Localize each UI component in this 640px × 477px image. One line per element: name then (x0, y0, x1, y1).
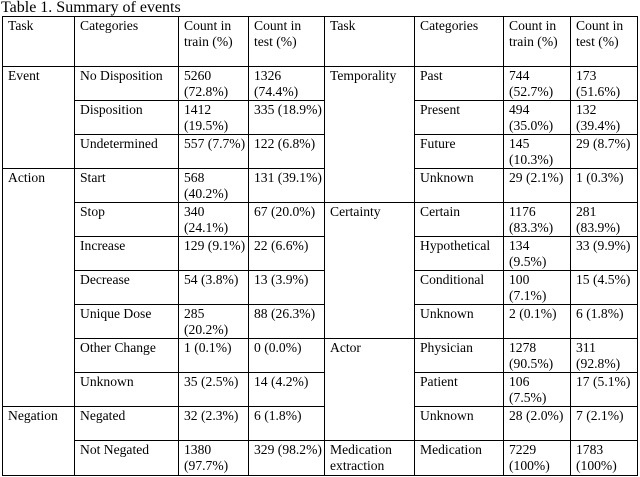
right-test-cell: 173 (51.6%) (571, 67, 638, 101)
right-category-cell: Unknown (415, 169, 504, 203)
right-test-cell: 15 (4.5%) (571, 271, 638, 305)
right-test-cell: 1 (0.3%) (571, 169, 638, 203)
right-category-cell: Patient (415, 373, 504, 407)
left-train-cell: 557 (7.7%) (179, 135, 249, 169)
header-train-left: Count in train (%) (179, 17, 249, 67)
left-task-cell: Action (3, 169, 75, 407)
left-test-cell: 335 (18.9%) (249, 101, 325, 135)
left-train-cell: 1380 (97.7%) (179, 441, 249, 476)
left-category-cell: Not Negated (75, 441, 179, 476)
left-category-cell: Unknown (75, 373, 179, 407)
right-test-cell: 29 (8.7%) (571, 135, 638, 169)
table-row (3, 339, 638, 373)
left-test-cell: 122 (6.8%) (249, 135, 325, 169)
right-task-cell: Certainty (325, 203, 415, 339)
right-train-cell: 100 (7.1%) (504, 271, 571, 305)
left-test-cell: 0 (0.0%) (249, 339, 325, 373)
left-category-cell: Unique Dose (75, 305, 179, 339)
left-test-cell: 67 (20.0%) (249, 203, 325, 237)
left-train-cell: 285 (20.2%) (179, 305, 249, 339)
header-test-right: Count in test (%) (571, 17, 638, 67)
left-category-cell: Disposition (75, 101, 179, 135)
header-categories-left: Categories (75, 17, 179, 67)
header-test-left: Count in test (%) (249, 17, 325, 67)
header-task-right: Task (325, 17, 415, 67)
left-train-cell: 32 (2.3%) (179, 407, 249, 441)
right-train-cell: 145 (10.3%) (504, 135, 571, 169)
right-train-cell: 106 (7.5%) (504, 373, 571, 407)
table-row (3, 67, 638, 101)
left-category-cell: Decrease (75, 271, 179, 305)
left-category-cell: No Disposition (75, 67, 179, 101)
left-train-cell: 129 (9.1%) (179, 237, 249, 271)
left-test-cell: 6 (1.8%) (249, 407, 325, 441)
left-test-cell: 22 (6.6%) (249, 237, 325, 271)
right-category-cell: Certain (415, 203, 504, 237)
header-task-left: Task (3, 17, 75, 67)
left-category-cell: Start (75, 169, 179, 203)
right-test-cell: 1783 (100%) (571, 441, 638, 476)
right-test-cell: 7 (2.1%) (571, 407, 638, 441)
right-category-cell: Unknown (415, 305, 504, 339)
right-category-cell: Hypothetical (415, 237, 504, 271)
left-train-cell: 5260 (72.8%) (179, 67, 249, 101)
left-test-cell: 14 (4.2%) (249, 373, 325, 407)
right-train-cell: 494 (35.0%) (504, 101, 571, 135)
table-row (3, 373, 638, 407)
right-test-cell: 33 (9.9%) (571, 237, 638, 271)
right-train-cell: 29 (2.1%) (504, 169, 571, 203)
header-categories-right: Categories (415, 17, 504, 67)
left-train-cell: 340 (24.1%) (179, 203, 249, 237)
left-train-cell: 35 (2.5%) (179, 373, 249, 407)
table-row (3, 237, 638, 271)
table-row (3, 441, 638, 476)
right-task-cell: Actor (325, 339, 415, 441)
left-test-cell: 13 (3.9%) (249, 271, 325, 305)
left-test-cell: 88 (26.3%) (249, 305, 325, 339)
left-train-cell: 568 (40.2%) (179, 169, 249, 203)
table-row (3, 101, 638, 135)
right-train-cell: 134 (9.5%) (504, 237, 571, 271)
table-row (3, 305, 638, 339)
table-row (3, 203, 638, 237)
left-train-cell: 1412 (19.5%) (179, 101, 249, 135)
right-task-cell: Temporality (325, 67, 415, 203)
table-row (3, 407, 638, 441)
left-test-cell: 131 (39.1%) (249, 169, 325, 203)
header-row (3, 17, 638, 67)
left-train-cell: 54 (3.8%) (179, 271, 249, 305)
left-task-cell: Event (3, 67, 75, 169)
right-category-cell: Past (415, 67, 504, 101)
right-test-cell: 132 (39.4%) (571, 101, 638, 135)
right-category-cell: Present (415, 101, 504, 135)
right-train-cell: 1278 (90.5%) (504, 339, 571, 373)
right-train-cell: 744 (52.7%) (504, 67, 571, 101)
table-row (3, 169, 638, 203)
right-train-cell: 28 (2.0%) (504, 407, 571, 441)
right-task-cell: Medication extraction (325, 441, 415, 476)
events-summary-table (2, 16, 638, 476)
left-category-cell: Stop (75, 203, 179, 237)
left-category-cell: Negated (75, 407, 179, 441)
right-category-cell: Conditional (415, 271, 504, 305)
right-train-cell: 7229 (100%) (504, 441, 571, 476)
table-caption: Table 1. Summary of events (1, 0, 181, 16)
table-row (3, 271, 638, 305)
right-train-cell: 2 (0.1%) (504, 305, 571, 339)
right-category-cell: Future (415, 135, 504, 169)
right-category-cell: Physician (415, 339, 504, 373)
left-test-cell: 329 (98.2%) (249, 441, 325, 476)
left-train-cell: 1 (0.1%) (179, 339, 249, 373)
right-category-cell: Unknown (415, 407, 504, 441)
right-train-cell: 1176 (83.3%) (504, 203, 571, 237)
table-row (3, 135, 638, 169)
left-category-cell: Other Change (75, 339, 179, 373)
left-category-cell: Increase (75, 237, 179, 271)
right-test-cell: 17 (5.1%) (571, 373, 638, 407)
left-test-cell: 1326 (74.4%) (249, 67, 325, 101)
left-category-cell: Undetermined (75, 135, 179, 169)
right-test-cell: 281 (83.9%) (571, 203, 638, 237)
right-test-cell: 311 (92.8%) (571, 339, 638, 373)
right-category-cell: Medication (415, 441, 504, 476)
left-task-cell: Negation (3, 407, 75, 476)
right-test-cell: 6 (1.8%) (571, 305, 638, 339)
header-train-right: Count in train (%) (504, 17, 571, 67)
